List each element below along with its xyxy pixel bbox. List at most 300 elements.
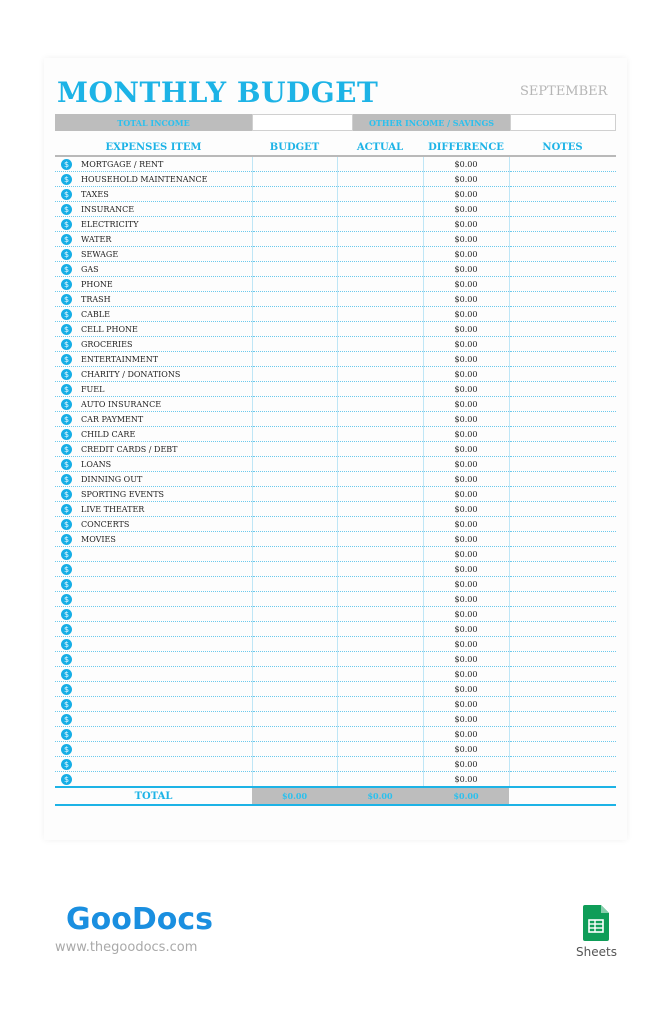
expense-item-cell[interactable] [55,652,252,667]
budget-cell[interactable] [252,652,337,667]
expense-item-cell[interactable] [55,247,252,262]
table-row [55,592,616,607]
budget-cell[interactable] [252,562,337,577]
expense-item-label: PHONE [81,279,113,289]
budget-cell[interactable] [252,156,337,172]
actual-cell[interactable] [337,187,423,202]
budget-cell[interactable] [252,412,337,427]
total-label: TOTAL [55,787,252,805]
table-row [55,307,616,322]
table-row [55,502,616,517]
notes-cell[interactable] [509,562,616,577]
expense-item-cell[interactable] [55,232,252,247]
dollar-coin-icon: $ [61,174,72,185]
dollar-coin-icon: $ [61,234,72,245]
expense-item-cell[interactable] [55,622,252,637]
expense-item-label: TAXES [81,189,109,199]
budget-cell[interactable] [252,592,337,607]
difference-cell: $0.00 [423,727,509,742]
actual-cell[interactable] [337,562,423,577]
actual-cell[interactable] [337,172,423,187]
actual-cell[interactable] [337,337,423,352]
difference-cell: $0.00 [423,592,509,607]
expense-item-cell[interactable] [55,172,252,187]
difference-cell: $0.00 [423,652,509,667]
table-row [55,262,616,277]
notes-cell[interactable] [509,172,616,187]
notes-cell[interactable] [509,187,616,202]
table-row [55,217,616,232]
expense-item-cell[interactable] [55,727,252,742]
notes-cell[interactable] [509,472,616,487]
expense-item-cell[interactable] [55,742,252,757]
expense-item-cell[interactable] [55,712,252,727]
budget-cell[interactable] [252,712,337,727]
notes-cell[interactable] [509,682,616,697]
expense-item-cell[interactable] [55,442,252,457]
budget-cell[interactable] [252,262,337,277]
budget-cell[interactable] [252,727,337,742]
notes-cell[interactable] [509,547,616,562]
difference-cell: $0.00 [423,682,509,697]
expense-item-cell[interactable] [55,577,252,592]
budget-cell[interactable] [252,547,337,562]
actual-cell[interactable] [337,712,423,727]
budget-cell[interactable] [252,517,337,532]
actual-cell[interactable] [337,652,423,667]
dollar-coin-icon: $ [61,714,72,725]
table-row [55,562,616,577]
total-budget: $0.00 [252,787,337,805]
notes-cell[interactable] [509,352,616,367]
difference-cell: $0.00 [423,352,509,367]
budget-cell[interactable] [252,472,337,487]
actual-cell[interactable] [337,442,423,457]
table-row [55,607,616,622]
actual-cell[interactable] [337,367,423,382]
dollar-coin-icon: $ [61,189,72,200]
actual-cell[interactable] [337,217,423,232]
table-header [55,139,616,156]
expense-item-label: ENTERTAINMENT [81,354,159,364]
expense-item-label: CABLE [81,309,110,319]
difference-cell: $0.00 [423,757,509,772]
table-row [55,292,616,307]
expense-item-label: FUEL [81,384,105,394]
notes-cell[interactable] [509,322,616,337]
col-actual: ACTUAL [337,139,423,156]
expense-item-label: LOANS [81,459,112,469]
actual-cell[interactable] [337,727,423,742]
budget-cell[interactable] [252,442,337,457]
expense-item-cell[interactable] [55,187,252,202]
notes-cell[interactable] [509,502,616,517]
actual-cell[interactable] [337,472,423,487]
actual-cell[interactable] [337,577,423,592]
col-difference: DIFFERENCE [423,139,509,156]
budget-cell[interactable] [252,202,337,217]
actual-cell[interactable] [337,457,423,472]
other-income-input[interactable] [510,114,616,131]
table-row [55,232,616,247]
expense-item-cell[interactable] [55,397,252,412]
difference-cell: $0.00 [423,367,509,382]
dollar-coin-icon: $ [61,399,72,410]
difference-cell: $0.00 [423,742,509,757]
notes-cell[interactable] [509,412,616,427]
expense-item-label: CONCERTS [81,519,130,529]
actual-cell[interactable] [337,352,423,367]
notes-cell[interactable] [509,487,616,502]
actual-cell[interactable] [337,247,423,262]
dollar-coin-icon: $ [61,504,72,515]
expense-item-cell[interactable] [55,352,252,367]
expense-item-cell[interactable] [55,697,252,712]
budget-cell[interactable] [252,427,337,442]
table-row [55,202,616,217]
difference-cell: $0.00 [423,487,509,502]
notes-cell[interactable] [509,277,616,292]
table-row [55,156,616,172]
table-row [55,337,616,352]
expense-item-cell[interactable] [55,307,252,322]
difference-cell: $0.00 [423,457,509,472]
expense-item-cell[interactable] [55,757,252,772]
budget-cell[interactable] [252,397,337,412]
expense-item-cell[interactable] [55,667,252,682]
expense-item-label: HOUSEHOLD MAINTENANCE [81,174,208,184]
budget-cell[interactable] [252,667,337,682]
expense-item-cell[interactable] [55,412,252,427]
budget-cell[interactable] [252,487,337,502]
expense-item-cell[interactable] [55,592,252,607]
difference-cell: $0.00 [423,517,509,532]
expense-item-label: GROCERIES [81,339,133,349]
expense-item-cell[interactable] [55,472,252,487]
budget-cell[interactable] [252,382,337,397]
dollar-coin-icon: $ [61,249,72,260]
actual-cell[interactable] [337,682,423,697]
notes-cell[interactable] [509,652,616,667]
table-row [55,382,616,397]
budget-cell[interactable] [252,457,337,472]
expense-item-cell[interactable] [55,367,252,382]
actual-cell[interactable] [337,772,423,788]
notes-cell[interactable] [509,727,616,742]
notes-cell[interactable] [509,202,616,217]
total-income-label: TOTAL INCOME [55,114,252,131]
actual-cell[interactable] [337,202,423,217]
actual-cell[interactable] [337,487,423,502]
expense-item-cell[interactable] [55,337,252,352]
budget-cell[interactable] [252,277,337,292]
notes-cell[interactable] [509,772,616,788]
notes-cell[interactable] [509,307,616,322]
actual-cell[interactable] [337,592,423,607]
notes-cell[interactable] [509,667,616,682]
actual-cell[interactable] [337,277,423,292]
table-row [55,712,616,727]
difference-cell: $0.00 [423,397,509,412]
budget-cell[interactable] [252,502,337,517]
table-row [55,637,616,652]
expense-item-label: CHILD CARE [81,429,136,439]
table-row [55,457,616,472]
difference-cell: $0.00 [423,637,509,652]
difference-cell: $0.00 [423,697,509,712]
dollar-coin-icon: $ [61,564,72,575]
difference-cell: $0.00 [423,472,509,487]
difference-cell: $0.00 [423,427,509,442]
actual-cell[interactable] [337,742,423,757]
dollar-coin-icon: $ [61,414,72,425]
budget-cell[interactable] [252,172,337,187]
expense-item-label: CHARITY / DONATIONS [81,369,181,379]
expense-item-cell[interactable] [55,547,252,562]
actual-cell[interactable] [337,156,423,172]
difference-cell: $0.00 [423,172,509,187]
actual-cell[interactable] [337,517,423,532]
notes-cell[interactable] [509,622,616,637]
table-row [55,532,616,547]
expense-item-label: MORTGAGE / RENT [81,159,164,169]
difference-cell: $0.00 [423,292,509,307]
actual-cell[interactable] [337,322,423,337]
notes-cell[interactable] [509,247,616,262]
expense-item-cell[interactable] [55,772,252,788]
total-difference: $0.00 [423,787,509,805]
notes-cell[interactable] [509,637,616,652]
table-row [55,172,616,187]
expense-item-label: AUTO INSURANCE [81,399,162,409]
total-notes [509,787,616,805]
expense-item-cell[interactable] [55,156,252,172]
table-row [55,757,616,772]
table-row [55,472,616,487]
difference-cell: $0.00 [423,337,509,352]
income-bar [55,114,616,131]
dollar-coin-icon: $ [61,489,72,500]
table-row [55,697,616,712]
expense-item-cell[interactable] [55,637,252,652]
dollar-coin-icon: $ [61,294,72,305]
actual-cell[interactable] [337,232,423,247]
expense-item-cell[interactable] [55,427,252,442]
expense-item-cell[interactable] [55,322,252,337]
actual-cell[interactable] [337,427,423,442]
dollar-coin-icon: $ [61,654,72,665]
actual-cell[interactable] [337,397,423,412]
difference-cell: $0.00 [423,532,509,547]
table-row [55,322,616,337]
dollar-coin-icon: $ [61,534,72,545]
table-row [55,247,616,262]
table-row [55,397,616,412]
table-row [55,277,616,292]
difference-cell: $0.00 [423,187,509,202]
expense-item-cell[interactable] [55,457,252,472]
difference-cell: $0.00 [423,712,509,727]
month-label: SEPTEMBER [520,84,608,99]
budget-cell[interactable] [252,637,337,652]
dollar-coin-icon: $ [61,459,72,470]
dollar-coin-icon: $ [61,669,72,680]
budget-cell[interactable] [252,322,337,337]
budget-cell[interactable] [252,757,337,772]
expense-item-cell[interactable] [55,217,252,232]
dollar-coin-icon: $ [61,279,72,290]
budget-cell[interactable] [252,622,337,637]
budget-cell[interactable] [252,247,337,262]
actual-cell[interactable] [337,382,423,397]
notes-cell[interactable] [509,457,616,472]
dollar-coin-icon: $ [61,744,72,755]
actual-cell[interactable] [337,412,423,427]
budget-cell[interactable] [252,232,337,247]
notes-cell[interactable] [509,607,616,622]
actual-cell[interactable] [337,547,423,562]
budget-cell[interactable] [252,682,337,697]
actual-cell[interactable] [337,262,423,277]
budget-cell[interactable] [252,217,337,232]
budget-cell[interactable] [252,292,337,307]
budget-cell[interactable] [252,307,337,322]
expense-item-cell[interactable] [55,262,252,277]
expense-item-cell[interactable] [55,502,252,517]
difference-cell: $0.00 [423,217,509,232]
expense-item-label: WATER [81,234,112,244]
actual-cell[interactable] [337,607,423,622]
budget-cell[interactable] [252,697,337,712]
budget-cell[interactable] [252,337,337,352]
notes-cell[interactable] [509,592,616,607]
dollar-coin-icon: $ [61,639,72,650]
total-actual: $0.00 [337,787,423,805]
notes-cell[interactable] [509,232,616,247]
expense-item-label: CREDIT CARDS / DEBT [81,444,178,454]
expense-item-cell[interactable] [55,277,252,292]
table-row [55,667,616,682]
expense-item-label: SPORTING EVENTS [81,489,165,499]
google-sheets-icon [583,905,609,941]
difference-cell: $0.00 [423,322,509,337]
expense-item-cell[interactable] [55,682,252,697]
table-row [55,442,616,457]
notes-cell[interactable] [509,517,616,532]
dollar-coin-icon: $ [61,594,72,605]
actual-cell[interactable] [337,502,423,517]
actual-cell[interactable] [337,697,423,712]
actual-cell[interactable] [337,307,423,322]
notes-cell[interactable] [509,697,616,712]
table-row [55,187,616,202]
site-url[interactable]: www.thegoodocs.com [55,940,198,955]
budget-cell[interactable] [252,742,337,757]
notes-cell[interactable] [509,292,616,307]
notes-cell[interactable] [509,532,616,547]
notes-cell[interactable] [509,712,616,727]
dollar-coin-icon: $ [61,309,72,320]
budget-cell[interactable] [252,607,337,622]
actual-cell[interactable] [337,667,423,682]
notes-cell[interactable] [509,442,616,457]
expense-item-label: CELL PHONE [81,324,138,334]
total-income-input[interactable] [252,114,353,131]
expense-item-label: ELECTRICITY [81,219,139,229]
notes-cell[interactable] [509,757,616,772]
notes-cell[interactable] [509,217,616,232]
other-income-label: OTHER INCOME / SAVINGS [353,114,510,131]
dollar-coin-icon: $ [61,324,72,335]
notes-cell[interactable] [509,382,616,397]
dollar-coin-icon: $ [61,684,72,695]
table-row [55,727,616,742]
dollar-coin-icon: $ [61,354,72,365]
table-row [55,577,616,592]
notes-cell[interactable] [509,577,616,592]
budget-cell[interactable] [252,772,337,788]
notes-cell[interactable] [509,397,616,412]
expense-item-cell[interactable] [55,487,252,502]
difference-cell: $0.00 [423,412,509,427]
page-title: MONTHLY BUDGET [57,76,379,109]
dollar-coin-icon: $ [61,204,72,215]
dollar-coin-icon: $ [61,519,72,530]
expense-item-cell[interactable] [55,517,252,532]
table-row [55,427,616,442]
notes-cell[interactable] [509,262,616,277]
actual-cell[interactable] [337,532,423,547]
actual-cell[interactable] [337,637,423,652]
table-row [55,622,616,637]
actual-cell[interactable] [337,622,423,637]
table-row [55,652,616,667]
actual-cell[interactable] [337,292,423,307]
expense-item-label: DINNING OUT [81,474,143,484]
actual-cell[interactable] [337,757,423,772]
expense-item-cell[interactable] [55,202,252,217]
expense-item-label: GAS [81,264,99,274]
dollar-coin-icon: $ [61,219,72,230]
expense-item-cell[interactable] [55,607,252,622]
col-notes: NOTES [509,139,616,156]
budget-cell[interactable] [252,187,337,202]
difference-cell: $0.00 [423,442,509,457]
dollar-coin-icon: $ [61,759,72,770]
notes-cell[interactable] [509,742,616,757]
total-row [55,787,616,805]
expense-item-cell[interactable] [55,562,252,577]
notes-cell[interactable] [509,156,616,172]
difference-cell: $0.00 [423,277,509,292]
difference-cell: $0.00 [423,307,509,322]
notes-cell[interactable] [509,367,616,382]
dollar-coin-icon: $ [61,339,72,350]
table-row [55,547,616,562]
budget-cell[interactable] [252,577,337,592]
budget-cell[interactable] [252,367,337,382]
expense-item-cell[interactable] [55,382,252,397]
budget-cell[interactable] [252,352,337,367]
difference-cell: $0.00 [423,607,509,622]
expense-item-cell[interactable] [55,532,252,547]
notes-cell[interactable] [509,337,616,352]
dollar-coin-icon: $ [61,264,72,275]
table-row [55,487,616,502]
notes-cell[interactable] [509,427,616,442]
budget-cell[interactable] [252,532,337,547]
expense-item-cell[interactable] [55,292,252,307]
